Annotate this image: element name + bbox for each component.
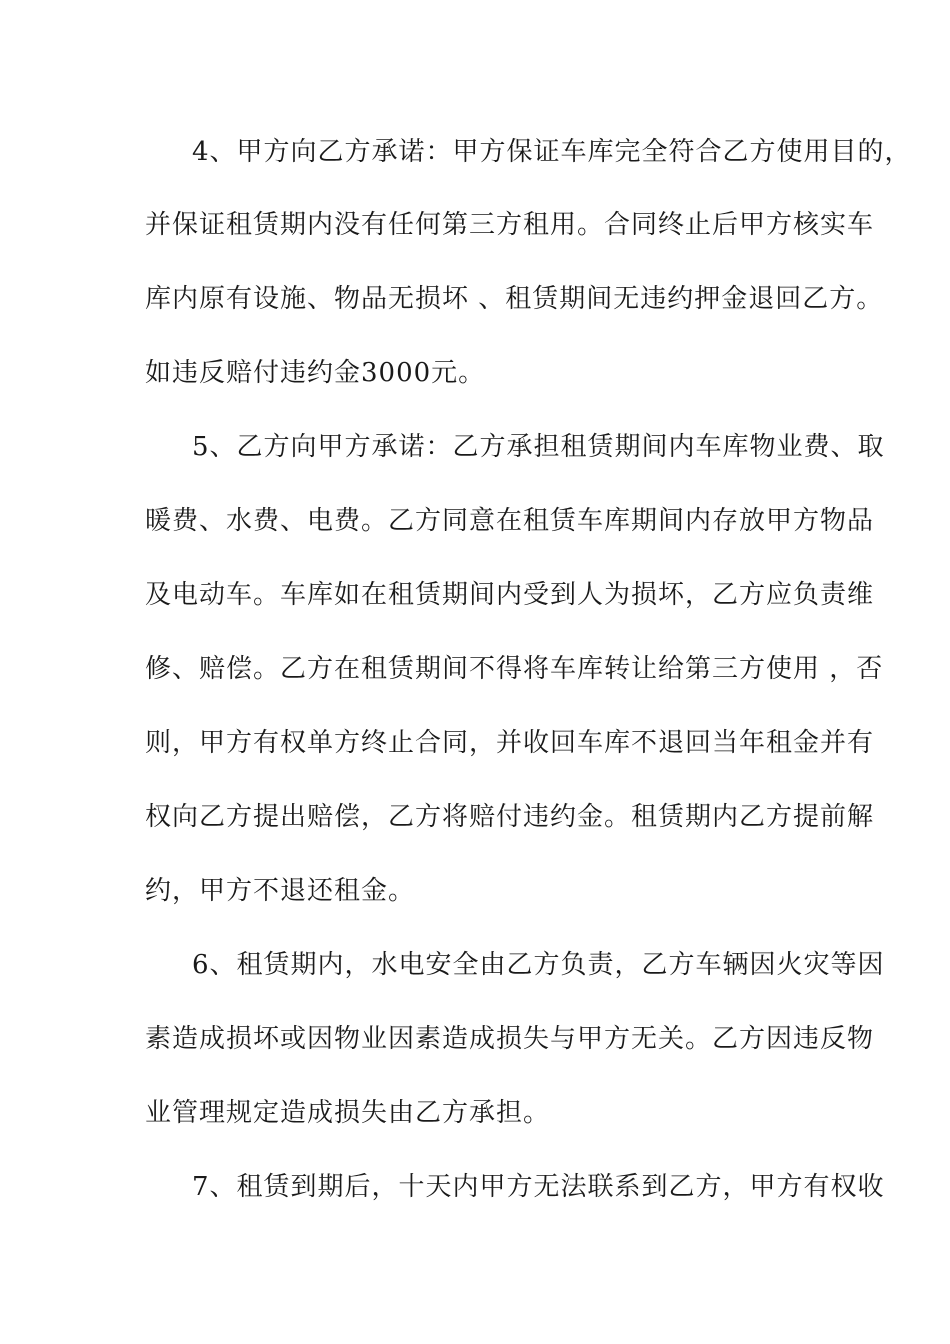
text-line: 业管理规定造成损失由乙方承担。	[145, 1098, 551, 1128]
text-line: 则，甲方有权单方终止合同，并收回车库不退回当年租金并有	[145, 728, 875, 758]
text-line: 如违反赔付违约金3000元。	[145, 358, 486, 388]
text-line: 及电动车。车库如在租赁期间内受到人为损坏，乙方应负责维	[145, 580, 875, 610]
text-line: 素造成损坏或因物业因素造成损失与甲方无关。乙方因违反物	[145, 1024, 875, 1054]
text-line: 7、租赁到期后，十天内甲方无法联系到乙方，甲方有权收	[192, 1172, 885, 1202]
text-line: 6、租赁期内，水电安全由乙方负责，乙方车辆因火灾等因	[192, 950, 885, 980]
text-line: 5、乙方向甲方承诺：乙方承担租赁期间内车库物业费、取	[192, 432, 885, 462]
text-line: 暖费、水费、电费。乙方同意在租赁车库期间内存放甲方物品	[145, 506, 875, 536]
text-line: 并保证租赁期内没有任何第三方租用。合同终止后甲方核实车	[145, 210, 875, 240]
text-line: 4、甲方向乙方承诺：甲方保证车库完全符合乙方使用目的，	[192, 137, 912, 167]
text-line: 库内原有设施、物品无损坏 、租赁期间无违约押金退回乙方。	[145, 284, 884, 314]
text-line: 修、赔偿。乙方在租赁期间不得将车库转让给第三方使用 ，否	[145, 654, 884, 684]
text-line: 约，甲方不退还租金。	[145, 876, 416, 906]
text-line: 权向乙方提出赔偿，乙方将赔付违约金。租赁期内乙方提前解	[145, 802, 875, 832]
